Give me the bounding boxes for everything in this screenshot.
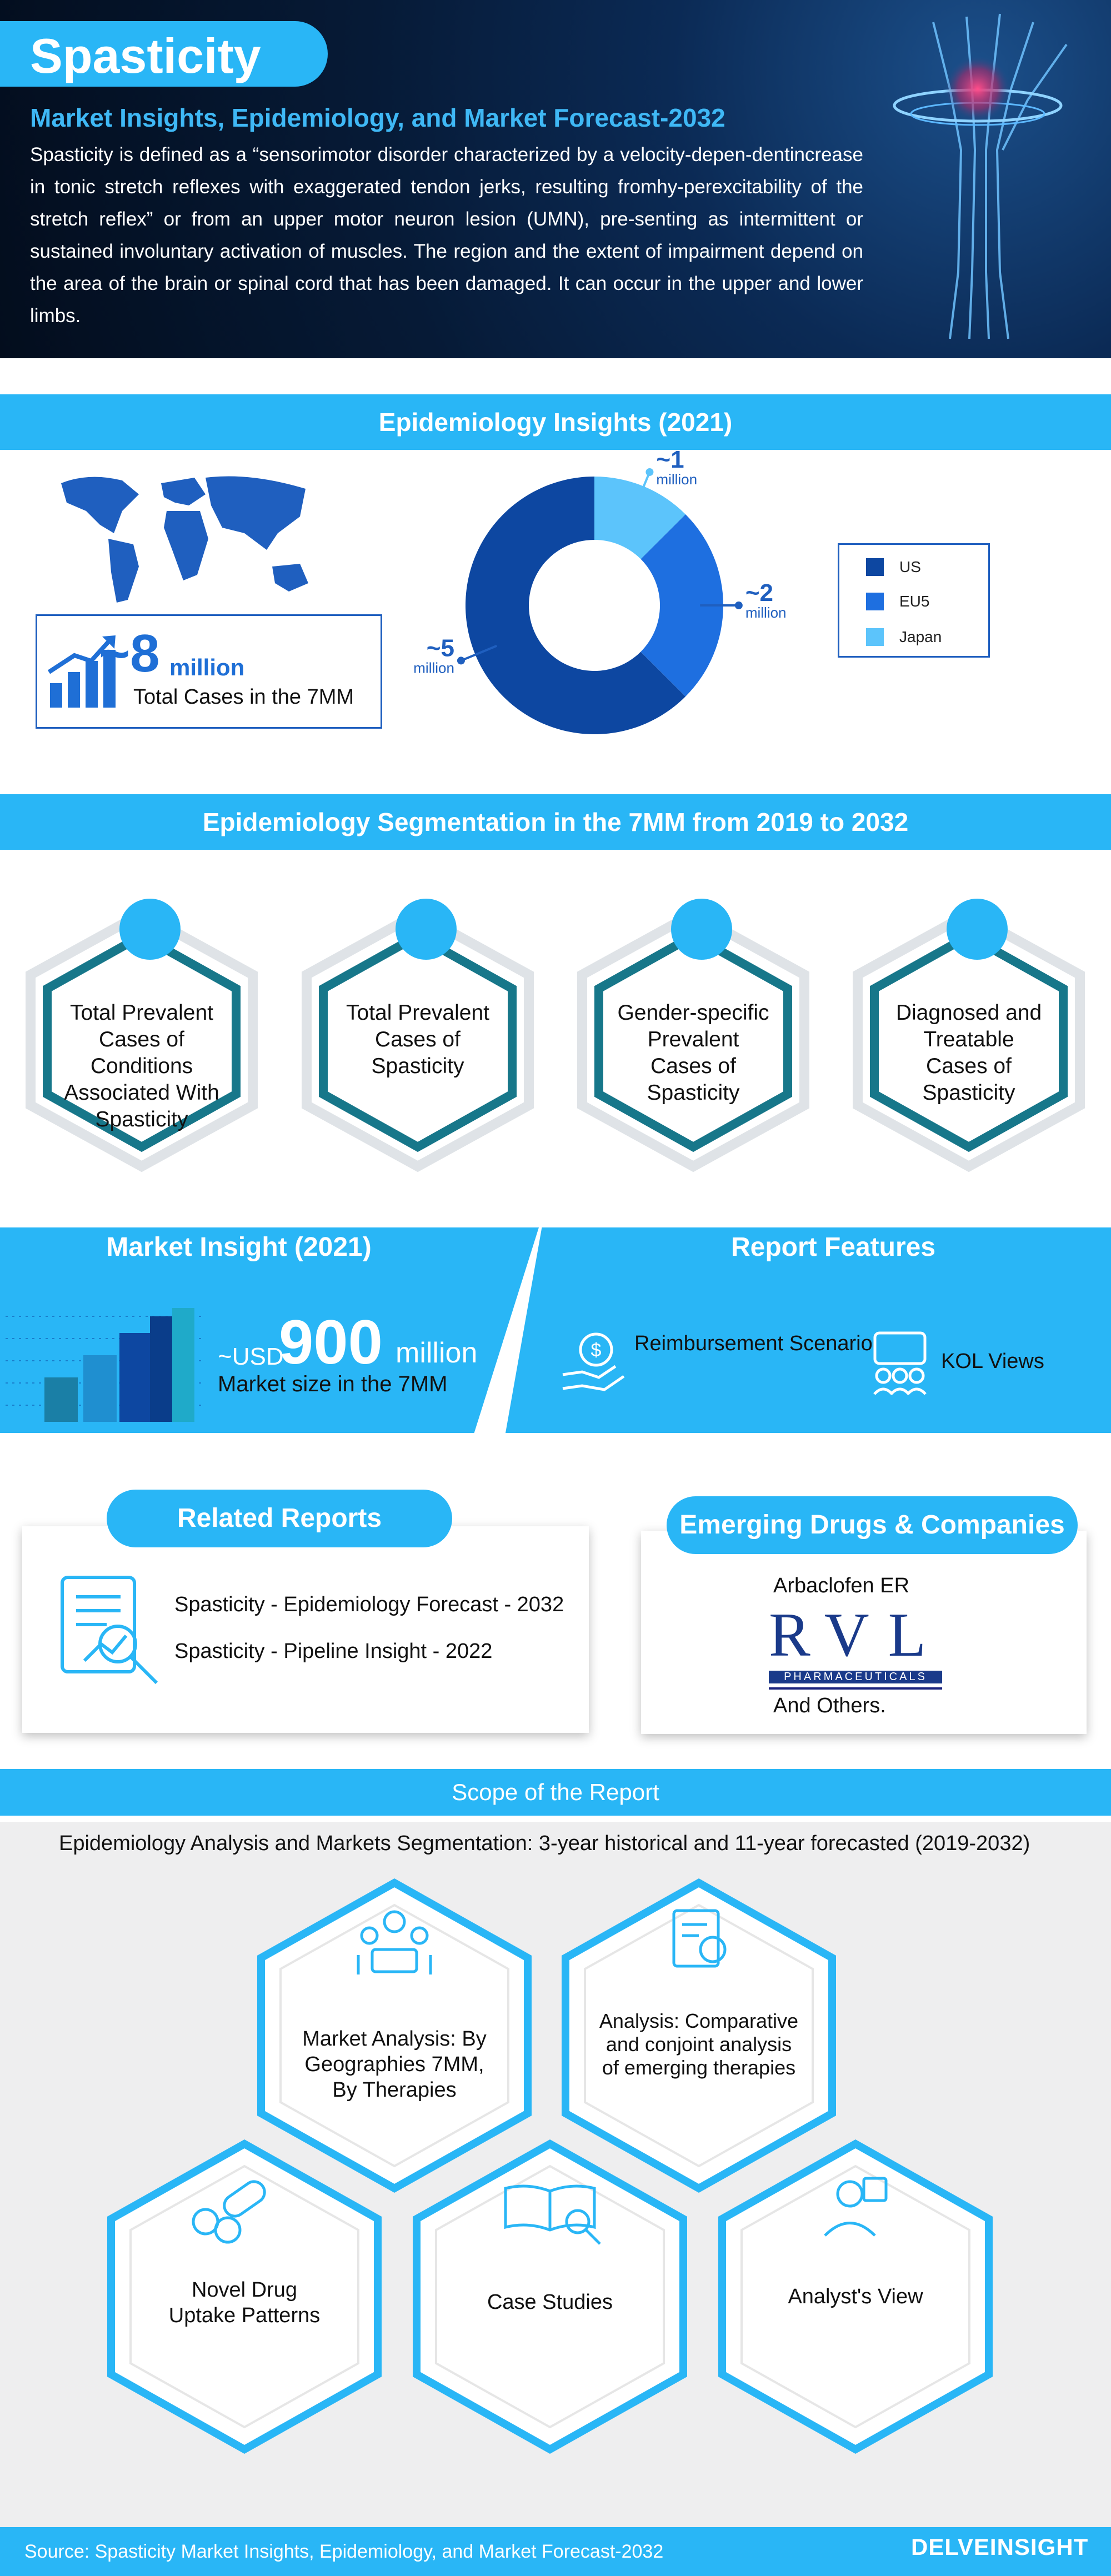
legend-swatch-japan [866,628,884,646]
title-pill [0,21,328,87]
market-value-unit: million [396,1337,478,1369]
segmentation-card-4 [841,894,1097,1177]
donut-unit-label-us: million [413,659,454,676]
segmentation-card-3 [565,894,821,1177]
scope-item-5: Analyst's View [788,2285,923,2308]
medical-hand-icon [947,899,1008,960]
segmentation-label-2: Total Prevalent Cases of Spasticity [346,1001,489,1078]
emerging-others: And Others. [773,1694,886,1717]
scope-item-3: Novel Drug Uptake Patterns [168,2278,321,2327]
bar-chart-icon [6,1294,206,1422]
donut-unit-label-eu5: million [745,604,787,621]
epidemiology-heading: Epidemiology Insights (2021) [0,394,1111,450]
segmentation-label-1: Total Prevalent Cases of Conditions Associated With Spasticity [64,1001,219,1131]
market-value-label: Market size in the 7MM [218,1372,448,1396]
total-cases-unit: million [169,654,245,680]
legend-swatch-eu5 [866,593,884,610]
segmentation-heading: Epidemiology Segmentation in the 7MM from 2019 to 2032 [0,794,1111,850]
market-insight-heading: Market Insight (2021) [106,1232,372,1262]
donut-unit-label-japan: million [656,470,698,488]
market-value: 900 [279,1307,383,1377]
donut-value-label-japan: ~1 [656,445,684,473]
related-report-1[interactable]: Spasticity - Epidemiology Forecast - 2032 [174,1593,564,1616]
legend-swatch-us [866,558,884,576]
rvl-logo [769,1601,945,1690]
source-citation: Source: Spasticity Market Insights, Epidemiology, and Market Forecast-2032 [24,2541,664,2562]
donut-value-label-eu5: ~2 [745,579,774,607]
page-subtitle: Market Insights, Epidemiology, and Market Forecast-2032 [30,103,725,132]
feature-kol-views: KOL Views [941,1350,1044,1373]
segmentation-label-3: Gender-specific Prevalent Cases of Spasticity [617,1001,769,1105]
donut-leader-dot-japan [645,468,653,476]
total-cases-label: Total Cases in the 7MM [133,685,354,709]
donut-leader-dot-us [457,656,465,664]
rvl-logo-mark: RVL [769,1601,945,1670]
people-network-icon [119,899,181,960]
svg-text:$: $ [590,1340,602,1361]
segmentation-card-2 [290,894,546,1177]
scope-heading: Scope of the Report [0,1769,1111,1816]
epidemiology-donut-chart [413,445,787,744]
chart-legend [838,543,990,658]
report-analysis-icon [51,1572,168,1688]
reimbursement-icon [560,1327,627,1394]
rvl-logo-subtext: PHARMACEUTICALS [769,1671,942,1683]
kol-views-icon [867,1329,933,1395]
scope-item-4: Case Studies [487,2291,613,2314]
world-map-icon [56,472,317,605]
group-icon [396,899,457,960]
total-cases-value: ~8 [99,624,160,683]
market-value-prefix: ~USD [218,1343,284,1370]
gender-icon [671,899,732,960]
page-title: Spasticity [30,28,261,83]
related-report-2[interactable]: Spasticity - Pipeline Insight - 2022 [174,1640,493,1663]
emerging-drugs-heading: Emerging Drugs & Companies [667,1496,1078,1554]
donut-value-label-us: ~5 [426,634,454,662]
scope-item-2: Analysis: Comparative and conjoint analysis of emerging therapies [599,2009,799,2079]
related-reports-heading: Related Reports [107,1490,452,1547]
feature-reimbursement: Reimbursement Scenario [634,1332,873,1355]
delveinsight-logo: DELVEINSIGHT [911,2534,1089,2560]
segmentation-label-4: Diagnosed and Treatable Cases of Spasticity [895,1001,1042,1105]
scope-note: Epidemiology Analysis and Markets Segmentation: 3-year historical and 11-year forecasted (2019-2032) [59,1832,1030,1855]
segmentation-card-1 [14,894,269,1177]
intro-paragraph: Spasticity is defined as a “sensorimotor disorder characterized by a velocity-depen-dentincrease in tonic stretch reflexes with exaggerated tendon jerks, resulting fromhy-perexcitability of the stretch reflex” or from an upper motor neuron lesion (UMN), pre-senting as intermittent or sustained involuntary activation of muscles. The region and the extent of impairment depend on the area of the brain or spinal cord that has been damaged. It can occur in the upper and lower limbs. [30,144,863,327]
emerging-drug-name: Arbaclofen ER [773,1574,910,1597]
donut-leader-dot-eu5 [735,602,743,609]
legend-label-japan: Japan [899,628,942,645]
legend-label-us: US [899,558,921,575]
legend-label-eu5: EU5 [899,593,930,610]
scope-item-1: Market Analysis: By Geographies 7MM, By Therapies [302,2027,487,2102]
report-features-heading: Report Features [730,1232,936,1262]
spine-hand-illustration [867,6,1089,350]
